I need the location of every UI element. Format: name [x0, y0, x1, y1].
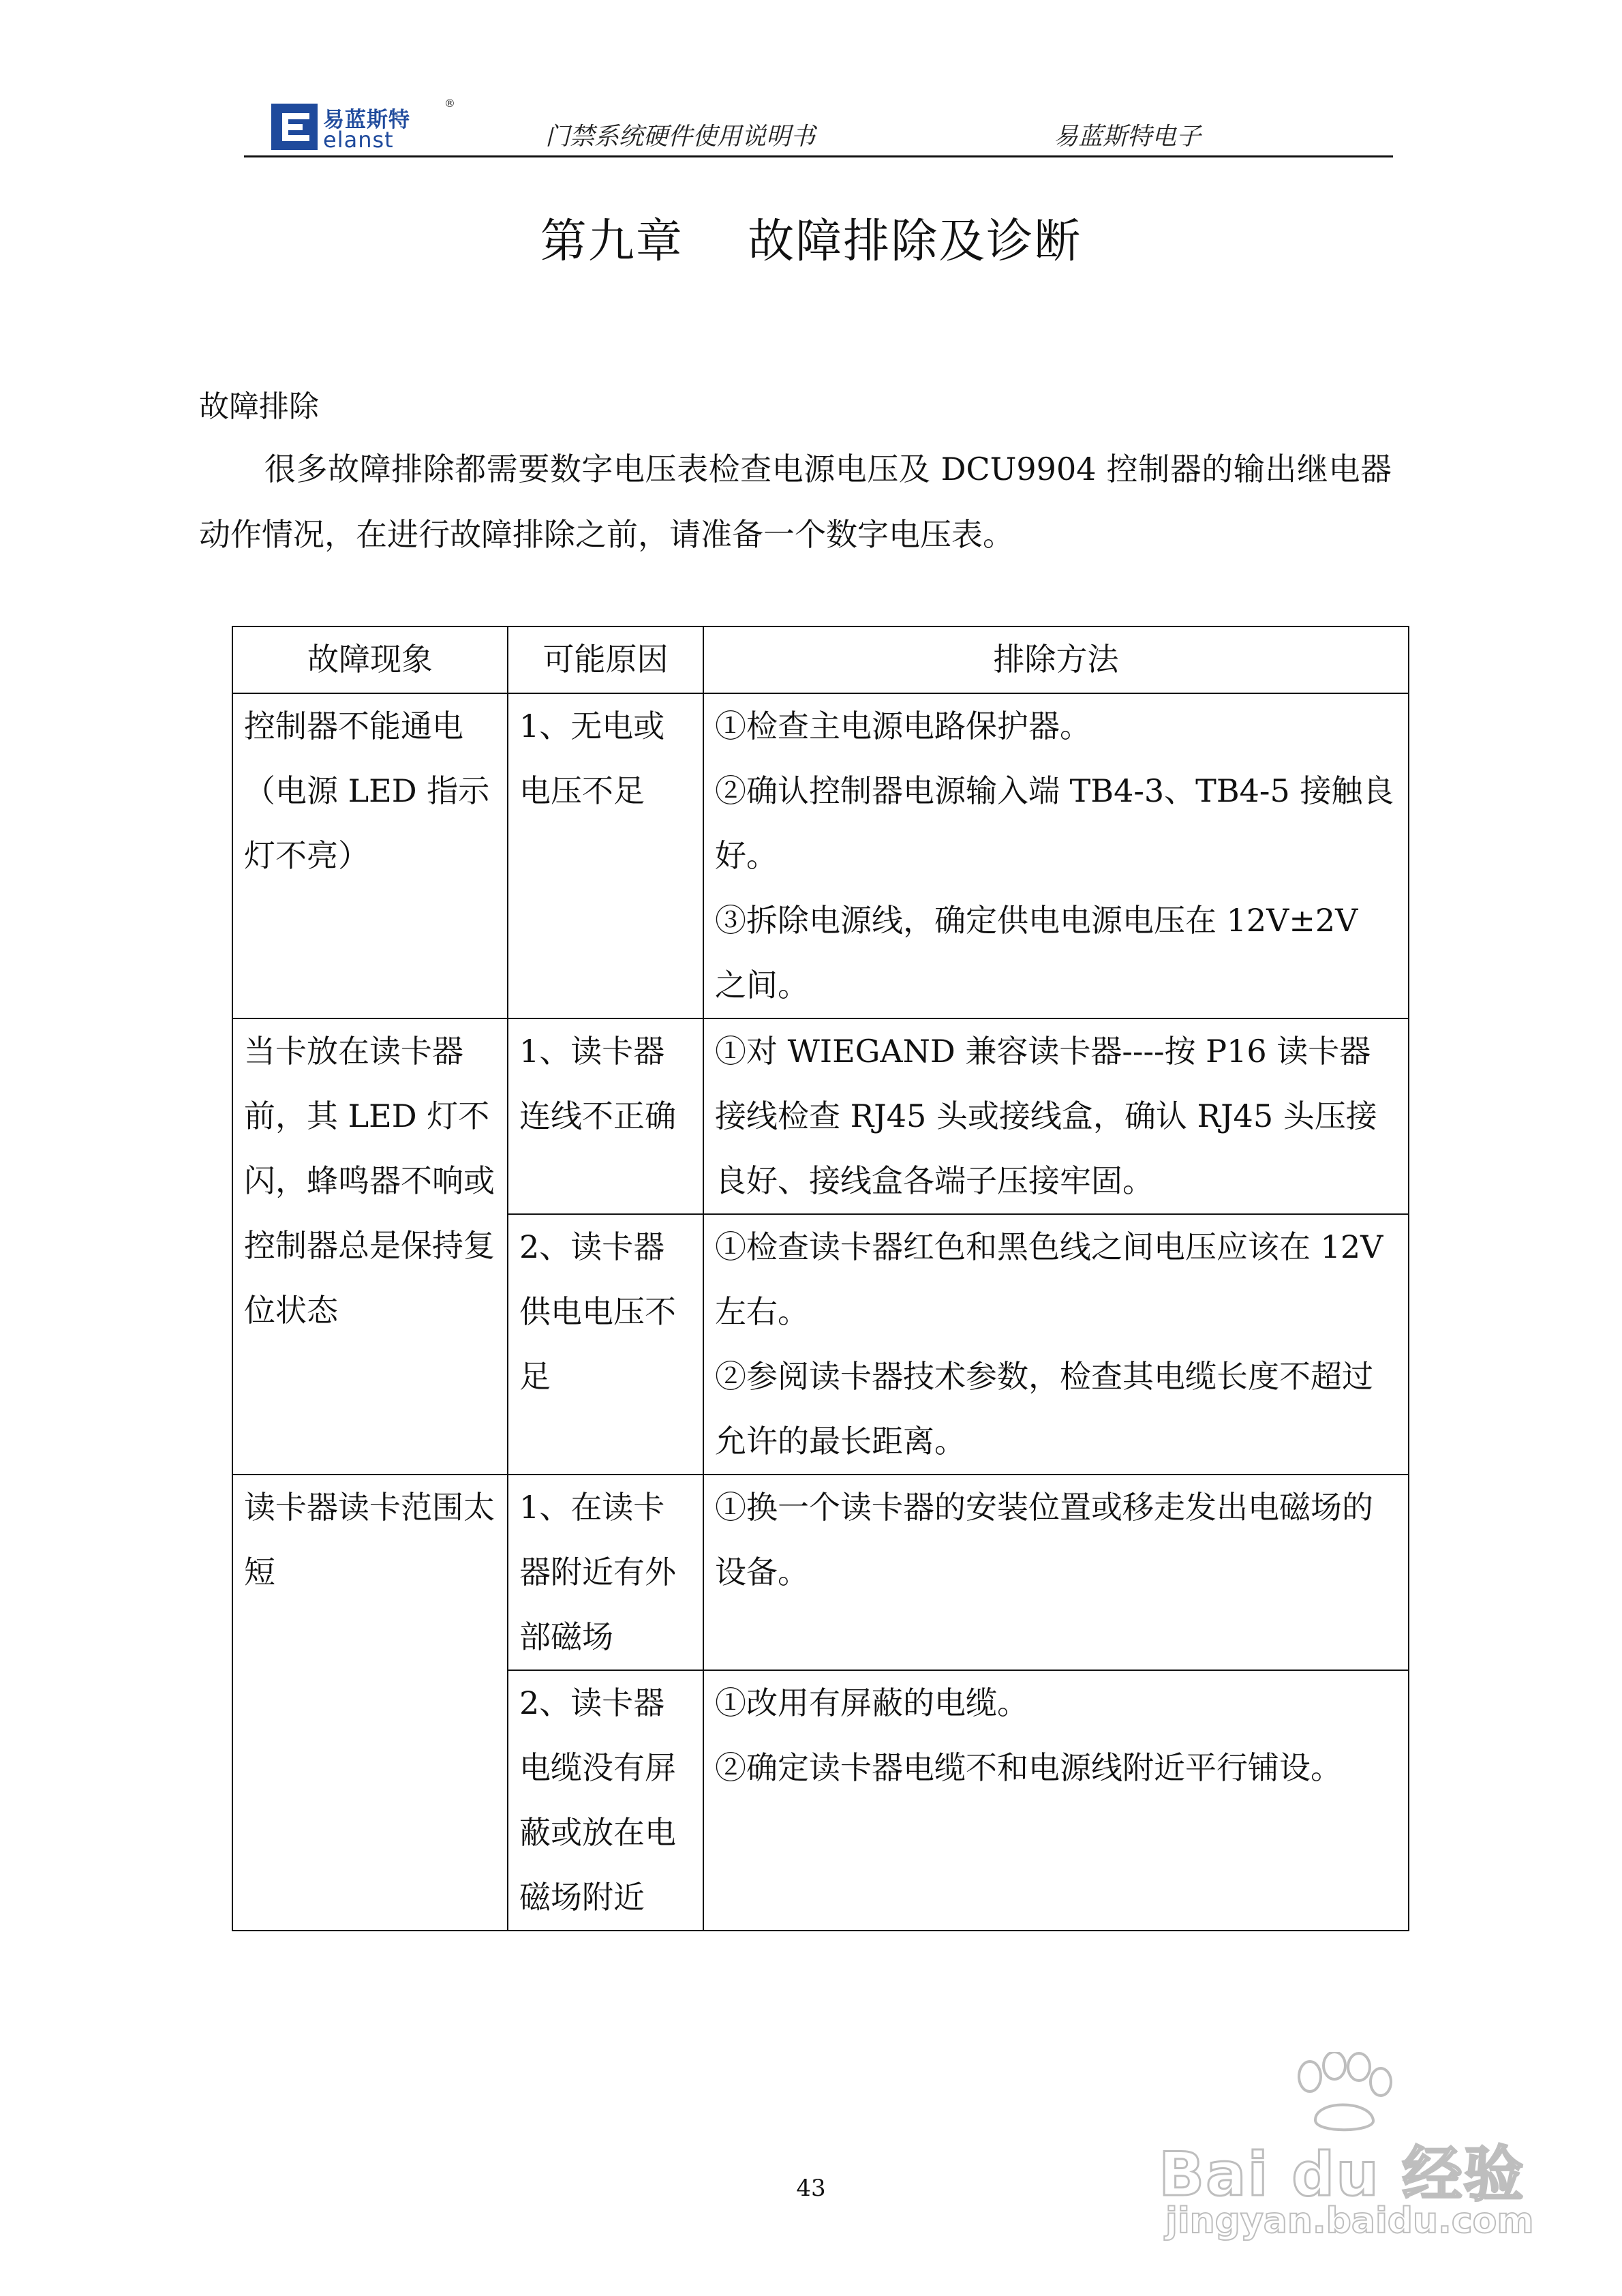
header-symptom: 故障现象	[232, 626, 508, 693]
fix-cell	[703, 1214, 1409, 1475]
symptom-text: 当卡放在读卡器前，其 LED 灯不闪，蜂鸣器不响或控制器总是保持复位状态	[244, 1033, 495, 1329]
fix-cell	[703, 1018, 1409, 1214]
fix-item: ①换一个读卡器的安装位置或移走发出电磁场的设备。	[715, 1489, 1373, 1590]
fix-item: ①对 WIEGAND 兼容读卡器----按 P16 读卡器接线检查 RJ45 头或接线盒，确认 RJ45 头压接良好、接线盒各端子压接牢固。	[715, 1033, 1377, 1199]
company-logo	[271, 97, 455, 154]
header-fix: 排除方法	[703, 626, 1409, 693]
cause-text: 1、无电或电压不足	[519, 708, 665, 809]
fix-cell	[703, 1475, 1409, 1670]
logo-english-name: elanst	[323, 127, 394, 153]
page-header	[244, 97, 1393, 155]
cause-cell	[508, 1018, 703, 1214]
registered-mark: ®	[444, 97, 455, 110]
troubleshooting-table	[232, 626, 1409, 1931]
symptom-cell	[232, 693, 508, 1018]
table-header-row	[232, 626, 1409, 693]
baidu-jingyan-watermark	[1159, 2052, 1540, 2256]
cause-cell	[508, 693, 703, 1018]
intro-paragraph: 很多故障排除都需要数字电压表检查电源电压及 DCU9904 控制器的输出继电器动作情况，在进行故障排除之前，请准备一个数字电压表。	[199, 451, 1392, 553]
chapter-title: 第九章 故障排除及诊断	[540, 215, 1082, 269]
paw-logo-icon	[1274, 2052, 1411, 2134]
symptom-text: 读卡器读卡范围太短	[244, 1489, 495, 1590]
cause-cell	[508, 1475, 703, 1670]
cause-text: 2、读卡器供电电压不足	[519, 1228, 676, 1395]
symptom-cell	[232, 1475, 508, 1931]
section-heading: 故障排除	[199, 389, 319, 424]
symptom-cell	[232, 1018, 508, 1475]
fix-item: ②确认控制器电源输入端 TB4-3、TB4-5 接触良好。	[715, 772, 1394, 874]
symptom-text: 控制器不能通电（电源 LED 指示灯不亮）	[244, 708, 490, 874]
fix-item: ①检查主电源电路保护器。	[715, 708, 1091, 744]
logo-chinese-name: 易蓝斯特	[323, 108, 410, 132]
fix-cell	[703, 1670, 1409, 1931]
table-row	[232, 1475, 1409, 1670]
cause-text: 1、在读卡器附近有外部磁场	[519, 1489, 676, 1655]
cause-text: 1、读卡器连线不正确	[519, 1033, 676, 1134]
logo-mark-icon	[271, 104, 318, 150]
cause-cell	[508, 1214, 703, 1475]
watermark-brand: Bai du 经验	[1159, 2139, 1525, 2209]
fix-item: ①检查读卡器红色和黑色线之间电压应该在 12V 左右。	[715, 1228, 1383, 1330]
cause-text: 2、读卡器电缆没有屏蔽或放在电磁场附近	[519, 1685, 676, 1916]
watermark-url: jingyan.baidu.com	[1165, 2201, 1534, 2241]
fix-item: ①改用有屏蔽的电缆。	[715, 1685, 1028, 1721]
cause-cell	[508, 1670, 703, 1931]
header-cause: 可能原因	[508, 626, 703, 693]
table-row	[232, 693, 1409, 1018]
table-row	[232, 1018, 1409, 1214]
header-rule	[244, 155, 1393, 157]
header-document-title: 门禁系统硬件使用说明书	[545, 123, 816, 151]
fix-item: ②确定读卡器电缆不和电源线附近平行铺设。	[715, 1749, 1342, 1786]
fix-item: ③拆除电源线，确定供电电源电压在 12V±2V 之间。	[715, 902, 1358, 1003]
page-number: 43	[796, 2175, 826, 2202]
fix-item: ②参阅读卡器技术参数，检查其电缆长度不超过允许的最长距离。	[715, 1358, 1373, 1460]
header-company-name: 易蓝斯特电子	[1054, 123, 1202, 151]
fix-cell	[703, 693, 1409, 1018]
